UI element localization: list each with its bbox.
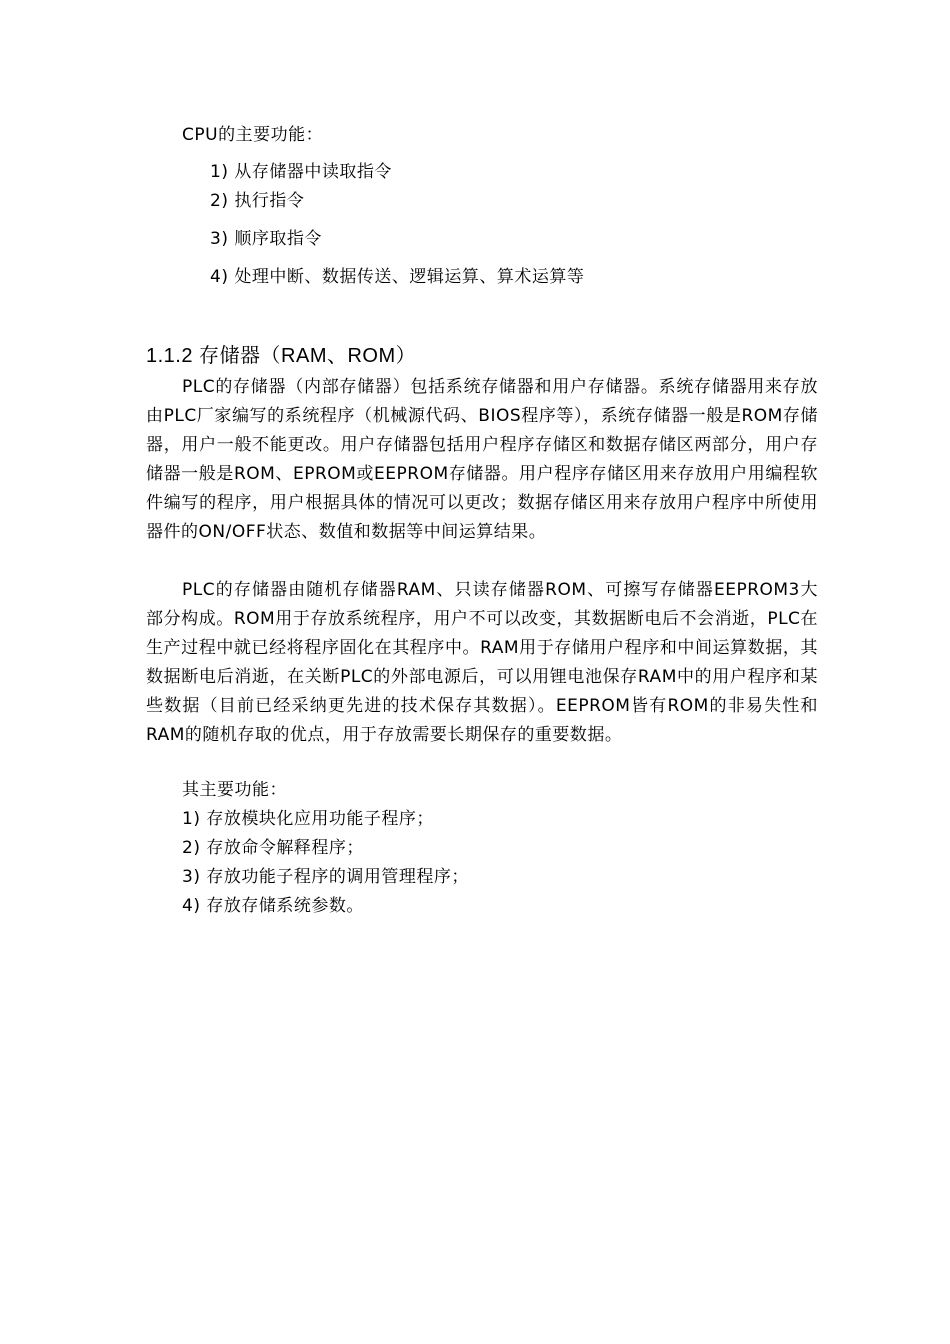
cpu-functions-intro: CPU的主要功能： xyxy=(182,125,324,145)
memory-function-item: 1) 存放模块化应用功能子程序； xyxy=(182,809,434,829)
section-heading: 1.1.2 存储器（RAM、ROM） xyxy=(146,345,417,367)
memory-paragraph-2: PLC的存储器由随机存储器RAM、只读存储器ROM、可擦写存储器EEPROM3大部分构成。ROM用于存放系统程序，用户不可以改变，其数据断电后不会消逝，PLC在生产过程中就已经将程序固化在其程序中。RAM用于存储用户程序和中间运算数据，其数据断电后消逝，在关断PLC的外部电源后，可以用锂电池保存RAM中的用户程序和某些数据（目前已经采纳更先进的技术保存其数据）。EEPROM皆有ROM的非易失性和RAM的随机存取的优点，用于存放需要长期保存的重要数据。 xyxy=(146,580,818,745)
cpu-function-item: 1) 从存储器中读取指令 xyxy=(210,162,392,182)
memory-function-item: 3) 存放功能子程序的调用管理程序； xyxy=(182,867,469,887)
memory-function-item: 2) 存放命令解释程序； xyxy=(182,838,364,858)
memory-paragraph-1: PLC的存储器（内部存储器）包括系统存储器和用户存储器。系统存储器用来存放由PLC厂家编写的系统程序（机械源代码、BIOS程序等），系统存储器一般是ROM存储器，用户一般不能更改。用户存储器包括用户程序存储区和数据存储区两部分，用户存储器一般是ROM、EPROM或EEPROM存储器。用户程序存储区用来存放用户用编程软件编写的程序，用户根据具体的情况可以更改；数据存储区用来存放用户程序中所使用器件的ON/OFF状态、数值和数据等中间运算结果。 xyxy=(146,377,818,542)
cpu-function-item: 3) 顺序取指令 xyxy=(210,229,322,249)
memory-functions-intro: 其主要功能： xyxy=(182,780,287,800)
cpu-function-item: 2) 执行指令 xyxy=(210,191,305,211)
memory-function-item: 4) 存放存储系统参数。 xyxy=(182,896,364,916)
cpu-function-item: 4) 处理中断、数据传送、逻辑运算、算术运算等 xyxy=(210,267,585,287)
